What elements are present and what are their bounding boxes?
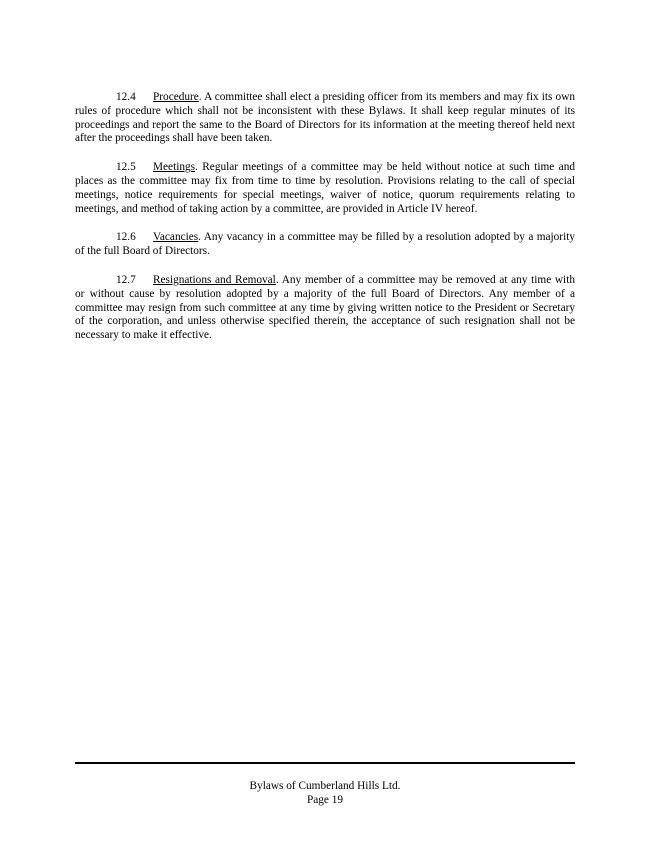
section-heading: Meetings xyxy=(153,161,196,174)
section-12-5 xyxy=(75,161,575,216)
section-number: 12.7 xyxy=(116,273,136,286)
section-12-6 xyxy=(75,231,575,259)
footer-divider xyxy=(75,762,575,764)
section-number: 12.6 xyxy=(116,231,136,244)
document-body xyxy=(75,91,575,358)
footer-page-number: Page 19 xyxy=(306,794,344,806)
section-text: . Any member of a committee may be removed at any time with or without cause by resolution adopted by a majority of the full Board of Directors. Any member of a committee may resign from such committee at any time by giving written notice to the President or Secretary of the corporation, and unless otherwise specified therein, the acceptance of such resignation shall not be necessary to make it effective. xyxy=(75,273,575,342)
section-heading: Resignations and Removal xyxy=(153,273,276,286)
page-footer xyxy=(75,779,575,807)
section-number: 12.5 xyxy=(116,161,136,174)
section-text: . Any vacancy in a committee may be filled by a resolution adopted by a majority of the full Board of Directors. xyxy=(75,231,575,258)
footer-document-title: Bylaws of Cumberland Hills Ltd. xyxy=(249,780,401,792)
section-heading: Vacancies xyxy=(153,231,199,244)
section-12-4 xyxy=(75,91,575,146)
section-number: 12.4 xyxy=(116,91,136,103)
section-text: . A committee shall elect a presiding officer from its members and may fix its own rules of procedure which shall not be inconsistent with these Bylaws. It shall keep regular minutes of its proceedings and report the same to the Board of Directors for its information at the meeting thereof held next after the proceedings shall have been taken. xyxy=(75,91,575,145)
section-heading: Procedure xyxy=(153,91,199,103)
section-12-7 xyxy=(75,274,575,343)
section-text: . Regular meetings of a committee may be held without notice at such time and places as the committee may fix from time to time by resolution. Provisions relating to the call of special meetings, notice requirements for special meetings, waiver of notice, quorum requirements relating to meetings, and method of taking action by a committee, are provided in Article IV hereof. xyxy=(75,161,575,215)
